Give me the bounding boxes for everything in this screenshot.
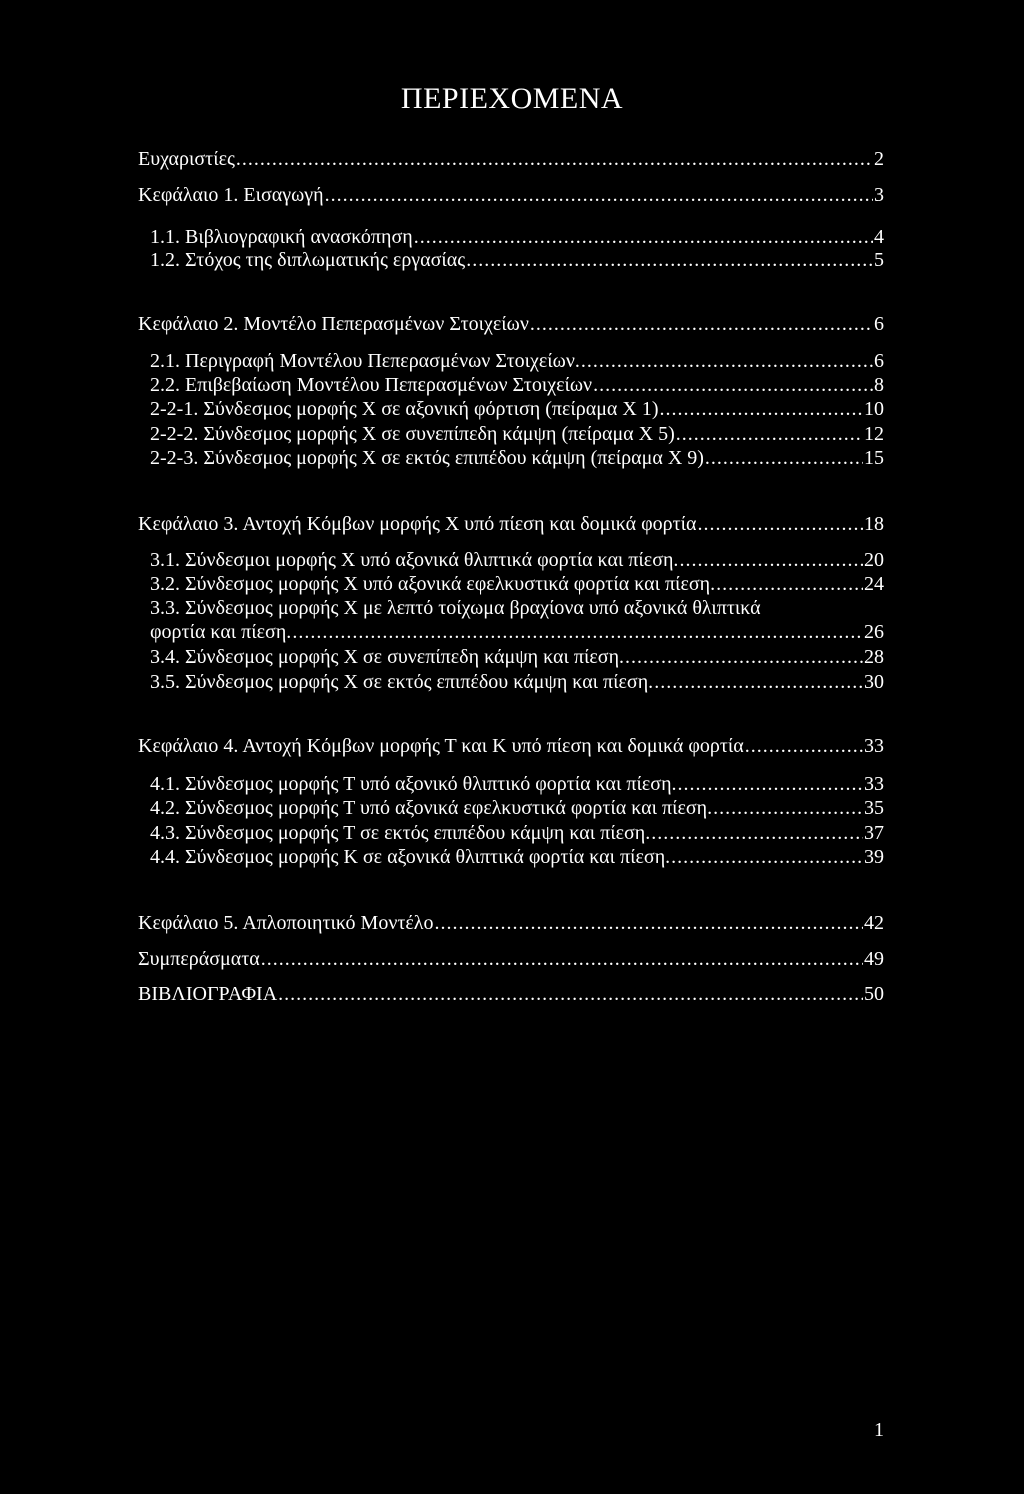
- toc-entry-page: 26: [864, 621, 884, 643]
- toc-entry-label: 3.5. Σύνδεσμος μορφής Χ σε εκτός επιπέδου κάμψη και πίεση.: [150, 671, 654, 693]
- page-number: 1: [874, 1419, 884, 1441]
- toc-entry-page: 6: [874, 313, 884, 335]
- page-title: ΠΕΡΙΕΧΟΜΕΝΑ: [400, 82, 624, 115]
- toc-entry[interactable]: [150, 423, 884, 445]
- toc-entry-page: 3: [874, 184, 884, 206]
- toc-entry-label: Κεφάλαιο 5. Απλοποιητικό Μοντέλο: [138, 912, 434, 934]
- toc-leader-dots: [466, 249, 873, 271]
- toc-leader-dots: [745, 735, 863, 757]
- toc-leader-dots: [679, 549, 863, 571]
- toc-leader-dots: [716, 573, 863, 595]
- toc-entry[interactable]: [138, 148, 884, 170]
- toc-leader-dots: [651, 822, 863, 844]
- toc-leader-dots: [654, 671, 863, 693]
- toc-entry-label: 3.1. Σύνδεσμοι μορφής Χ υπό αξονικά θλιπτικά φορτία και πίεση.: [150, 549, 679, 571]
- toc-leader-dots: [530, 313, 873, 335]
- toc-entry-label: 4.1. Σύνδεσμος μορφής Τ υπό αξονικό θλιπτικό φορτία και πίεση.: [150, 773, 677, 795]
- toc-entry-label: 2-2-3. Σύνδεσμος μορφής Χ σε εκτός επιπέδου κάμψη (πείραμα Χ 9): [150, 447, 704, 469]
- toc-entry-page: 33: [864, 735, 884, 757]
- toc-leader-dots: [261, 948, 863, 970]
- toc-entry-page: 42: [864, 912, 884, 934]
- toc-leader-dots: [713, 797, 863, 819]
- toc-entry-page: 6: [874, 350, 884, 372]
- toc-entry-label: Κεφάλαιο 4. Αντοχή Κόμβων μορφής Τ και Κ υπό πίεση και δομικά φορτία: [138, 735, 744, 757]
- toc-entry-page: 2: [874, 148, 884, 170]
- toc-entry-page: 5: [874, 249, 884, 271]
- toc-entry[interactable]: [150, 447, 884, 469]
- toc-entry[interactable]: [150, 671, 884, 693]
- toc-entry[interactable]: [150, 374, 884, 396]
- toc-leader-dots: [435, 912, 863, 934]
- toc-entry-label: Ευχαριστίες: [138, 148, 235, 170]
- toc-entry[interactable]: [150, 621, 884, 643]
- toc-entry-page: 30: [864, 671, 884, 693]
- toc-entry-page: 28: [864, 646, 884, 668]
- toc-entry-label: φορτία και πίεση.: [150, 621, 292, 643]
- toc-entry[interactable]: [150, 249, 884, 271]
- toc-entry-label: Συμπεράσματα: [138, 948, 260, 970]
- toc-entry[interactable]: [138, 912, 884, 934]
- toc-entry[interactable]: [150, 797, 884, 819]
- toc-leader-dots: [676, 423, 863, 445]
- toc-entry-label: 2.2. Επιβεβαίωση Μοντέλου Πεπερασμένων Στοιχείων: [150, 374, 593, 396]
- toc-entry-page: 10: [864, 398, 884, 420]
- toc-entry[interactable]: [138, 513, 884, 535]
- toc-leader-dots: [678, 773, 863, 795]
- toc-entry-label: Κεφάλαιο 2. Μοντέλο Πεπερασμένων Στοιχείων: [138, 313, 529, 335]
- toc-entry-label: 2.1. Περιγραφή Μοντέλου Πεπερασμένων Στοιχείων.: [150, 350, 580, 372]
- toc-entry[interactable]: [138, 313, 884, 335]
- toc-leader-dots: [705, 447, 863, 469]
- toc-entry[interactable]: [150, 398, 884, 420]
- toc-entry[interactable]: [150, 573, 884, 595]
- toc-entry[interactable]: [138, 184, 884, 206]
- toc-entry-label: 1.1. Βιβλιογραφική ανασκόπηση: [150, 226, 413, 248]
- toc-entry[interactable]: [150, 350, 884, 372]
- toc-entry[interactable]: [150, 773, 884, 795]
- toc-entry-label: 4.2. Σύνδεσμος μορφής Τ υπό αξονικά εφελκυστικά φορτία και πίεση.: [150, 797, 713, 819]
- toc-entry-page: 50: [864, 983, 884, 1005]
- toc-entry-label: 4.4. Σύνδεσμος μορφής Κ σε αξονικά θλιπτικά φορτία και πίεση.: [150, 846, 671, 868]
- toc-entry-page: 4: [874, 226, 884, 248]
- toc-leader-dots: [671, 846, 863, 868]
- toc-entry[interactable]: [138, 948, 884, 970]
- toc-entry-label: 3.4. Σύνδεσμος μορφής Χ σε συνεπίπεδη κάμψη και πίεση.: [150, 646, 625, 668]
- toc-leader-dots: [414, 226, 873, 248]
- toc-entry-label: 3.2. Σύνδεσμος μορφής Χ υπό αξονικά εφελκυστικά φορτία και πίεση.: [150, 573, 716, 595]
- toc-entry[interactable]: [150, 646, 884, 668]
- toc-entry[interactable]: [138, 735, 884, 757]
- toc-entry-page: 35: [864, 797, 884, 819]
- toc-entry-page: 15: [864, 447, 884, 469]
- toc-leader-dots: [292, 621, 863, 643]
- toc-entry-label: Κεφάλαιο 1. Εισαγωγή: [138, 184, 324, 206]
- toc-leader-dots: [593, 374, 873, 396]
- toc-entry-label: 4.3. Σύνδεσμος μορφής Τ σε εκτός επιπέδου κάμψη και πίεση.: [150, 822, 651, 844]
- toc-entry-page: 12: [864, 423, 884, 445]
- toc-entry[interactable]: [150, 846, 884, 868]
- toc-entry-page: 8: [874, 374, 884, 396]
- toc-leader-dots: [236, 148, 873, 170]
- toc-entry-label: 1.2. Στόχος της διπλωματικής εργασίας: [150, 249, 466, 271]
- toc-entry[interactable]: [138, 983, 884, 1005]
- toc-entry-label: 2-2-2. Σύνδεσμος μορφής Χ σε συνεπίπεδη κάμψη (πείραμα Χ 5): [150, 423, 675, 445]
- toc-entry-page: 24: [864, 573, 884, 595]
- toc-entry-page: 39: [864, 846, 884, 868]
- toc-entry-page: 33: [864, 773, 884, 795]
- toc-entry-label: Κεφάλαιο 3. Αντοχή Κόμβων μορφής Χ υπό πίεση και δομικά φορτία: [138, 513, 697, 535]
- toc-entry-page: 37: [864, 822, 884, 844]
- toc-entry-page: 20: [864, 549, 884, 571]
- toc-entry-label: ΒΙΒΛΙΟΓΡΑΦΙΑ: [138, 983, 278, 1005]
- toc-leader-dots: [660, 398, 864, 420]
- toc-leader-dots: [698, 513, 863, 535]
- toc-leader-dots: [581, 350, 873, 372]
- toc-entry-page: 49: [864, 948, 884, 970]
- toc-entry[interactable]: [150, 226, 884, 248]
- toc-leader-dots: [625, 646, 863, 668]
- toc-entry[interactable]: [150, 549, 884, 571]
- toc-leader-dots: [325, 184, 873, 206]
- toc-entry-page: 18: [864, 513, 884, 535]
- toc-entry-label: 2-2-1. Σύνδεσμος μορφής Χ σε αξονική φόρτιση (πείραμα Χ 1): [150, 398, 659, 420]
- toc-entry[interactable]: [150, 822, 884, 844]
- toc-entry-label-line1: 3.3. Σύνδεσμος μορφής Χ με λεπτό τοίχωμα βραχίονα υπό αξονικά θλιπτικά: [150, 597, 761, 619]
- toc-leader-dots: [278, 983, 863, 1005]
